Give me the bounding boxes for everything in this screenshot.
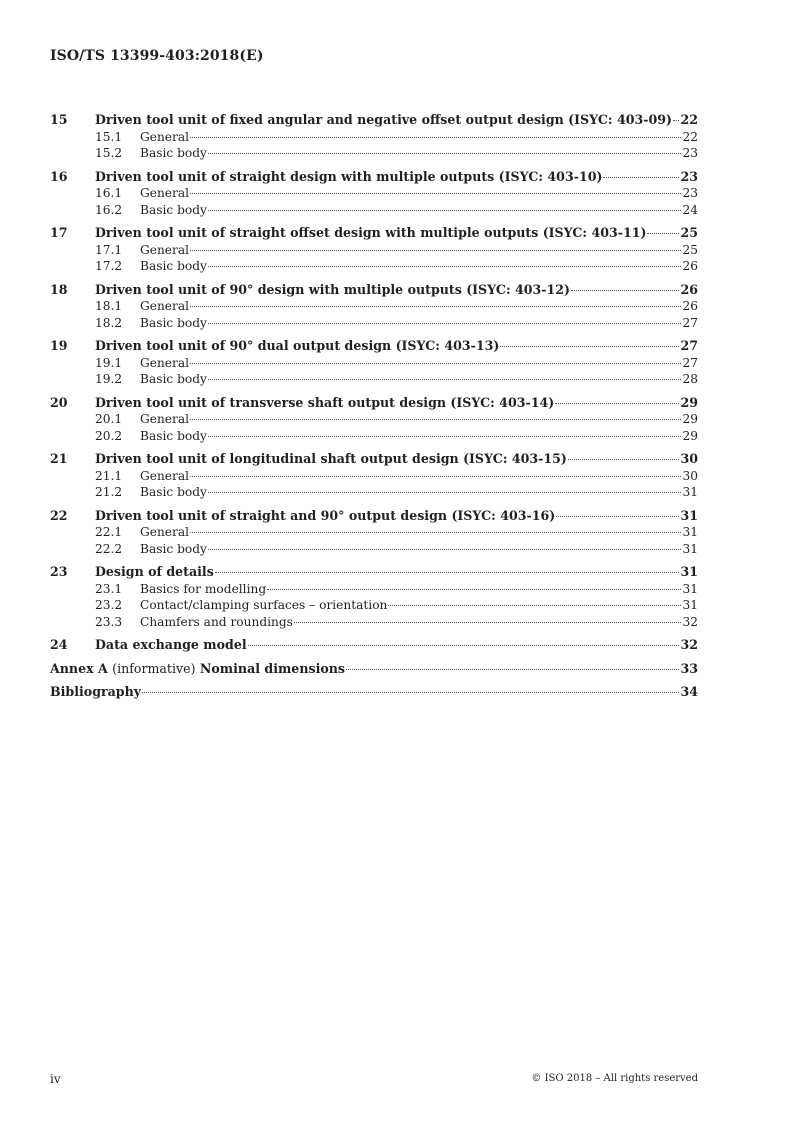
toc-page-number: 28 [682,372,698,386]
dot-leader [208,153,682,154]
toc-clause-entry[interactable] [50,282,698,299]
dot-leader [556,516,679,517]
toc-subclause-entry[interactable] [50,614,698,631]
dot-leader [208,379,682,380]
toc-page-number: 26 [682,259,698,273]
toc-entry-number: 17.1 [95,242,123,257]
toc-entry-title: General [140,242,189,257]
toc-entry-title: Driven tool unit of fixed angular and negative offset output design (ISYC: 403-09) [95,112,672,127]
toc-entry-title: General [140,355,189,370]
toc-page-number: 27 [682,355,698,370]
toc-clause-entry[interactable] [50,451,698,468]
toc-entry-number: 23 [50,564,68,579]
toc-entry-title: Chamfers and roundings [140,614,293,629]
toc-subclause-entry[interactable] [50,468,698,485]
toc-entry-number: 16.1 [95,186,123,200]
toc-entry-title: Driven tool unit of transverse shaft output design (ISYC: 403-14) [95,394,555,410]
toc-subclause-entry[interactable] [50,484,698,501]
toc-page-number: 30 [682,468,698,483]
dot-leader [555,403,679,404]
toc-entry-number: 21.2 [95,485,123,499]
dot-leader [603,177,679,178]
dot-leader [190,363,681,364]
dot-leader [647,233,679,234]
toc-page-number: 23 [680,168,698,184]
toc-page-number: 26 [680,281,698,297]
toc-clause-entry[interactable] [50,112,698,129]
dot-leader [294,622,682,623]
toc-clause-entry[interactable] [50,508,698,525]
toc-entry-title: Driven tool unit of longitudinal shaft output design (ISYC: 403-15) [95,451,567,466]
toc-entry-number: 17.2 [95,259,123,273]
toc-entry-title: Basics for modelling [140,581,267,596]
toc-subclause-entry[interactable] [50,145,698,162]
document-id: ISO/TS 13399-403:2018(E) [50,48,264,64]
toc-bibliography-entry[interactable] [50,684,698,701]
copyright-notice: © ISO 2018 – All rights reserved [531,1073,698,1084]
toc-subclause-entry[interactable] [50,202,698,219]
toc-bibliography-title: Bibliography [50,684,142,699]
toc-entry-title: Design of details [95,564,214,579]
toc-entry-title: Basic body [140,485,207,499]
toc-page-number: 29 [680,394,698,410]
toc-page-number: 23 [682,186,698,200]
dot-leader [142,692,679,693]
toc-subclause-entry[interactable] [50,355,698,372]
toc-entry-number: 15.2 [95,146,123,160]
dot-leader [208,210,682,211]
dot-leader [190,419,681,420]
toc-entry-title: General [140,525,189,539]
toc-entry-title: Basic body [140,315,207,330]
toc-clause-entry[interactable] [50,395,698,412]
dot-leader [500,346,679,347]
toc-page-number: 32 [680,637,698,652]
toc-clause-entry[interactable] [50,338,698,355]
toc-subclause-entry[interactable] [50,411,698,428]
dot-leader [267,589,681,590]
annex-label: Annex A [50,660,108,676]
toc-clause-entry[interactable] [50,564,698,581]
toc-entry-number: 21.1 [95,468,123,483]
dot-leader [190,306,681,307]
toc-entry-number: 22.2 [95,541,123,556]
dot-leader [208,492,682,493]
toc-page-number: 23 [682,146,698,160]
toc-entry-number: 16 [50,168,68,184]
toc-page-number: 24 [682,202,698,217]
toc-annex-entry[interactable] [50,661,698,678]
toc-page-number: 31 [682,525,698,539]
toc-entry-number: 22.1 [95,525,123,539]
toc-entry-number: 21 [50,451,68,466]
page-number: iv [50,1072,61,1086]
toc-entry-number: 18.2 [95,315,123,330]
toc-entry-title: General [140,299,189,313]
toc-clause-entry[interactable] [50,637,698,654]
toc-entry-number: 23.1 [95,581,123,596]
dot-leader [571,290,679,291]
dot-leader [208,436,682,437]
toc-clause-entry[interactable] [50,169,698,186]
toc-entry-title: Driven tool unit of straight and 90° output design (ISYC: 403-16) [95,507,556,523]
table-of-contents [50,112,698,701]
toc-entry-number: 20.1 [95,412,123,426]
toc-page-number: 27 [680,338,698,353]
toc-subclause-entry[interactable] [50,298,698,315]
dot-leader [190,137,681,138]
dot-leader [208,549,682,550]
toc-entry-number: 16.2 [95,202,123,217]
toc-entry-title: General [140,412,189,426]
dot-leader [190,193,681,194]
toc-entry-number: 15 [50,112,68,127]
toc-entry-title: Basic body [140,146,207,160]
toc-clause-entry[interactable] [50,225,698,242]
toc-entry-number: 20 [50,394,68,410]
toc-entry-title: Basic body [140,541,207,556]
toc-page-number: 31 [682,598,698,612]
toc-page-number: 25 [682,242,698,257]
toc-subclause-entry[interactable] [50,581,698,598]
toc-entry-title: Basic body [140,428,207,443]
toc-entry-number: 18.1 [95,299,123,313]
toc-entry-number: 20.2 [95,428,123,443]
toc-entry-title: General [140,468,189,483]
annex-note: (informative) [112,660,196,676]
toc-page-number: 22 [680,112,698,127]
toc-page-number: 29 [682,428,698,443]
toc-page-number: 33 [680,660,698,676]
toc-subclause-entry[interactable] [50,524,698,541]
toc-entry-title: Basic body [140,372,207,386]
toc-subclause-entry[interactable] [50,315,698,332]
toc-entry-number: 17 [50,225,68,240]
toc-entry-number: 23.2 [95,598,123,612]
toc-page-number: 22 [682,129,698,144]
toc-entry-number: 18 [50,281,68,297]
toc-page-number: 29 [682,412,698,426]
dot-leader [215,572,680,573]
dot-leader [208,266,682,267]
toc-page-number: 32 [682,614,698,629]
toc-subclause-entry[interactable] [50,428,698,445]
dot-leader [346,669,679,670]
toc-entry-number: 19.1 [95,355,123,370]
toc-page-number: 27 [682,315,698,330]
annex-title: Nominal dimensions [199,660,346,676]
dot-leader [388,605,681,606]
toc-page-number: 31 [680,564,698,579]
toc-page-number: 34 [680,684,698,699]
toc-entry-title: Basic body [140,259,207,273]
toc-entry-title: Data exchange model [95,637,247,652]
toc-entry-title: Driven tool unit of 90° dual output design (ISYC: 403-13) [95,338,500,353]
toc-subclause-entry[interactable] [50,541,698,558]
toc-subclause-entry[interactable] [50,597,698,614]
dot-leader [568,459,680,460]
toc-page-number: 31 [682,581,698,596]
toc-subclause-entry[interactable] [50,371,698,388]
dot-leader [190,476,681,477]
toc-entry-number: 22 [50,507,68,523]
toc-page-number: 25 [680,225,698,240]
toc-subclause-entry[interactable] [50,242,698,259]
dot-leader [190,532,681,533]
toc-entry-title: Driven tool unit of 90° design with multiple outputs (ISYC: 403-12) [95,281,570,297]
toc-entry-title: Contact/clamping surfaces – orientation [140,598,388,612]
toc-entry-number: 19 [50,338,68,353]
toc-entry-title: Driven tool unit of straight offset design with multiple outputs (ISYC: 403-11) [95,225,647,240]
toc-entry-number: 23.3 [95,614,123,629]
toc-entry-title: Driven tool unit of straight design with multiple outputs (ISYC: 403-10) [95,168,603,184]
toc-page-number: 31 [682,485,698,499]
toc-page-number: 30 [680,451,698,466]
toc-page-number: 31 [680,507,698,523]
toc-entry-number: 24 [50,637,68,652]
toc-subclause-entry[interactable] [50,185,698,202]
toc-entry-title: General [140,186,189,200]
toc-entry-title: General [140,129,189,144]
dot-leader [673,120,680,121]
toc-page-number: 31 [682,541,698,556]
toc-entry-number: 19.2 [95,372,123,386]
dot-leader [208,323,682,324]
toc-entry-title: Basic body [140,202,207,217]
dot-leader [248,645,680,646]
toc-subclause-entry[interactable] [50,258,698,275]
toc-entry-number: 15.1 [95,129,123,144]
toc-page-number: 26 [682,299,698,313]
toc-annex-title [50,661,345,678]
toc-subclause-entry[interactable] [50,129,698,146]
dot-leader [190,250,681,251]
